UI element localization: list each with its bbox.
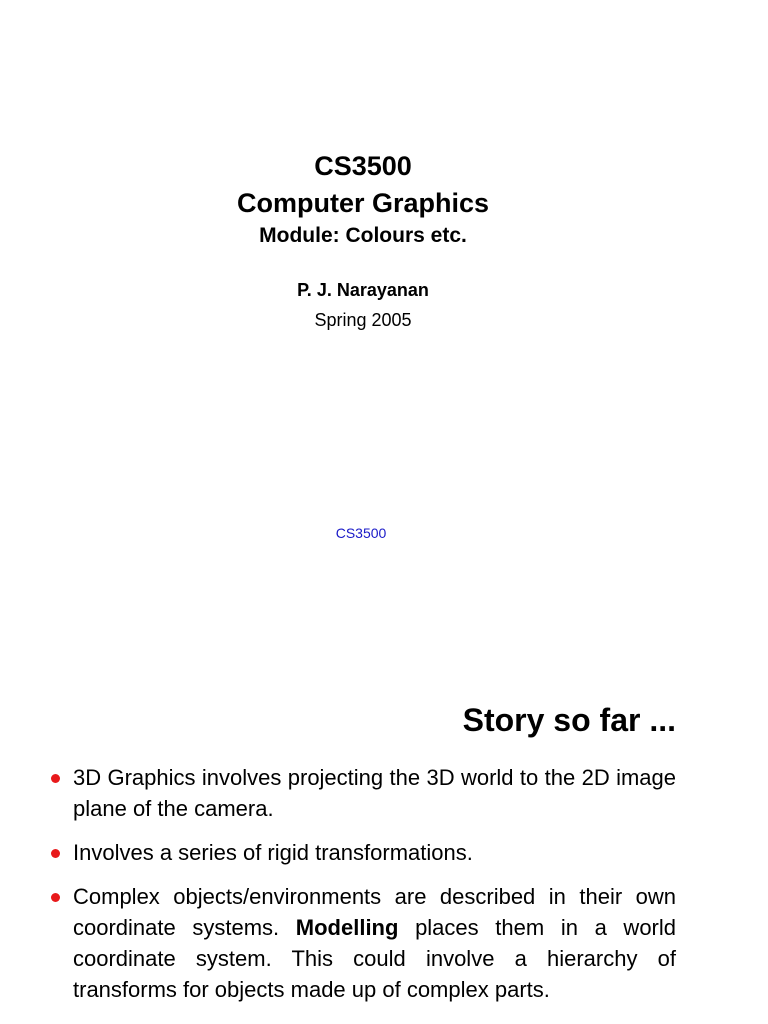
bullet-item: [48, 762, 676, 824]
bold-term: Modelling: [295, 915, 399, 940]
slide-heading: Story so far ...: [462, 702, 676, 738]
title-block: [0, 148, 726, 332]
bullet-text: 3D Graphics involves projecting the 3D world to the 2D image plane of the camera.: [73, 765, 676, 821]
bullet-text: Involves a series of rigid transformations.: [73, 840, 473, 865]
bullet-item: [48, 837, 676, 868]
bullet-item: [48, 881, 676, 1005]
course-name: Computer Graphics: [236, 188, 490, 218]
bullet-dot-icon: [51, 774, 60, 783]
bullet-text-before: Complex objects/environments are described in their own coordinate systems.: [73, 884, 676, 940]
author-name: P. J. Narayanan: [297, 280, 429, 300]
course-code: CS3500: [314, 151, 412, 181]
module-title: Module: Colours etc.: [259, 224, 467, 247]
term: Spring 2005: [314, 310, 412, 330]
bullet-list: [48, 762, 676, 1018]
slide-footer-label: CS3500: [335, 525, 387, 541]
bullet-dot-icon: [51, 893, 60, 902]
bullet-text-after: places them in a world coordinate system. This could involve a hierarchy of transforms for objects made up of complex parts.: [73, 915, 676, 1002]
bullet-dot-icon: [51, 849, 60, 858]
